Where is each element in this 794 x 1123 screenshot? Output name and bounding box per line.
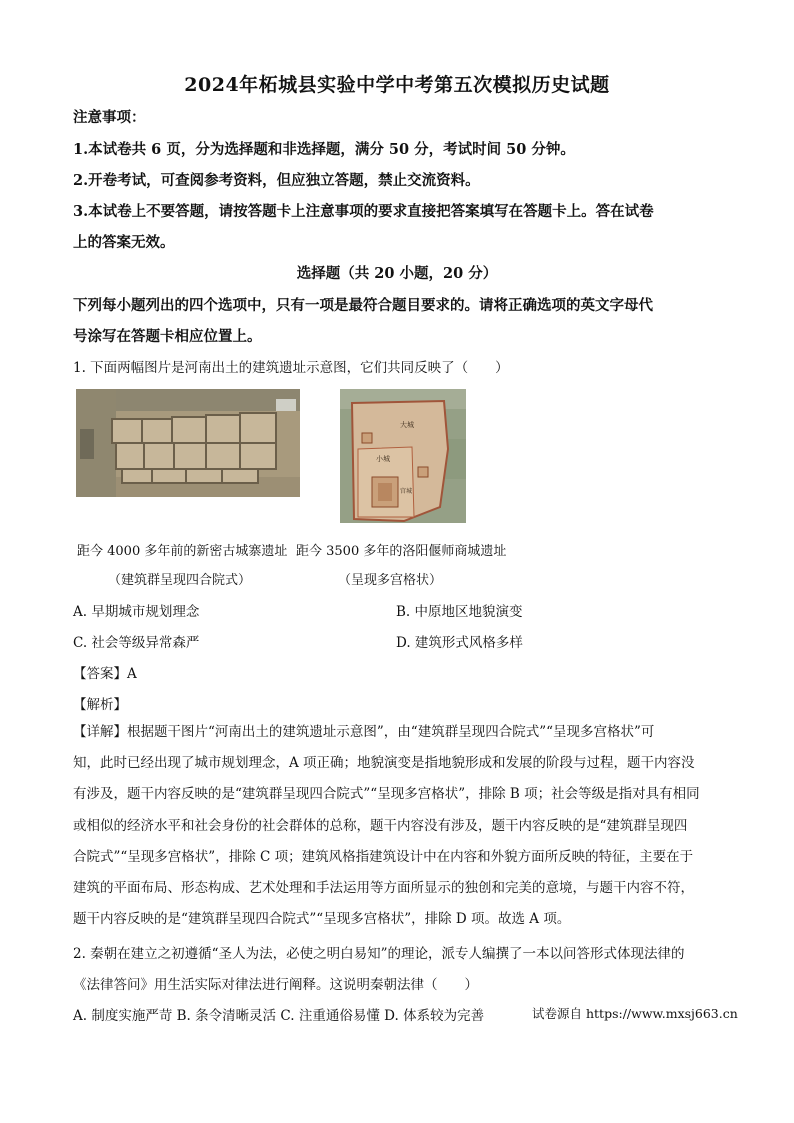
page-title: 2024年柘城县实验中学中考第五次模拟历史试题: [184, 74, 610, 96]
detail-line: 建筑的平面布局、形态构成、艺术处理和手法运用等方面所显示的独创和完美的意境，与题干内容不符，: [73, 880, 694, 897]
question-1-stem: 1. 下面两幅图片是河南出土的建筑遗址示意图，它们共同反映了（ ）: [73, 360, 509, 376]
q1-detail-paragraph: [73, 717, 723, 935]
yanshi-site-map: [340, 389, 466, 523]
section-instruction-a: 下列每小题列出的四个选项中，只有一项是最符合题目要求的。请将正确选项的英文字母代: [73, 297, 653, 314]
caption-xinmi-line2: （建筑群呈现四合院式）: [108, 573, 252, 588]
detail-line: 或相似的经济水平和社会身份的社会群体的总称，题干内容没有涉及，题干内容反映的是“建筑群呈现四: [73, 817, 688, 834]
section-title: 选择题（共 20 小题，20 分）: [296, 265, 498, 282]
notice-item-2: 2.开卷考试，可查阅参考资料，但应独立答题，禁止交流资料。: [73, 172, 480, 189]
map-label-large-city: 大城: [400, 421, 414, 429]
section-instruction-b: 号涂写在答题卡相应位置上。: [73, 328, 262, 345]
detail-line: 合院式”“呈现多宫格状”，排除 C 项；建筑风格指建筑设计中在内容和外貌方面所反映的特征，主要在于: [73, 848, 694, 865]
detail-line: 知，此时已经出现了城市规划理念，A 项正确；地貌演变是指地貌形成和发展的阶段与过程，题干内容没: [73, 755, 695, 772]
q2-options: A. 制度实施严苛 B. 条令清晰灵活 C. 注重通俗易懂 D. 体系较为完善: [73, 1008, 485, 1024]
map-label-small-city: 小城: [376, 455, 390, 463]
q1-option-b: B. 中原地区地貌演变: [396, 604, 523, 620]
question-2-stem-b: 《法律答问》用生活实际对律法进行阐释。这说明秦朝法律（ ）: [73, 977, 478, 993]
source-watermark: 试卷源自 https://www.mxsj663.cn: [532, 1006, 738, 1021]
caption-yanshi-line2: （呈现多宫格状）: [338, 573, 443, 588]
q1-option-d: D. 建筑形式风格多样: [396, 635, 523, 651]
caption-xinmi-line1: 距今 4000 多年前的新密古城寨遗址: [77, 544, 288, 559]
notice-item-3b: 上的答案无效。: [73, 234, 175, 251]
q1-option-a: A. 早期城市规划理念: [73, 604, 200, 620]
caption-yanshi-line1: 距今 3500 多年的洛阳偃师商城遗址: [296, 544, 507, 559]
notice-item-1: 1.本试卷共 6 页，分为选择题和非选择题，满分 50 分，考试时间 50 分钟。: [73, 141, 575, 158]
q1-answer: 【答案】A: [73, 666, 137, 682]
xinmi-site-photo: [76, 389, 300, 497]
question-2-stem-a: 2. 秦朝在建立之初遵循“圣人为法，必使之明白易知”的理论，派专人编撰了一本以问答形式体现法律的: [73, 946, 685, 962]
detail-line: 有涉及，题干内容反映的是“建筑群呈现四合院式”“呈现多宫格状”，排除 B 项；社会等级是指对具有相同: [73, 786, 700, 803]
detail-line: 【详解】根据题干图片“河南出土的建筑遗址示意图”，由“建筑群呈现四合院式”“呈现多宫格状”可: [73, 724, 655, 740]
notice-item-3a: 3.本试卷上不要答题，请按答题卡上注意事项的要求直接把答案填写在答题卡上。答在试卷: [73, 203, 654, 220]
q1-analysis-label: 【解析】: [73, 697, 127, 713]
map-label-palace-city: 宫城: [400, 488, 413, 495]
notice-heading: 注意事项：: [73, 109, 146, 126]
q1-option-c: C. 社会等级异常森严: [73, 635, 200, 651]
detail-line: 题干内容反映的是“建筑群呈现四合院式”“呈现多宫格状”，排除 D 项。故选 A 项。: [73, 911, 571, 928]
